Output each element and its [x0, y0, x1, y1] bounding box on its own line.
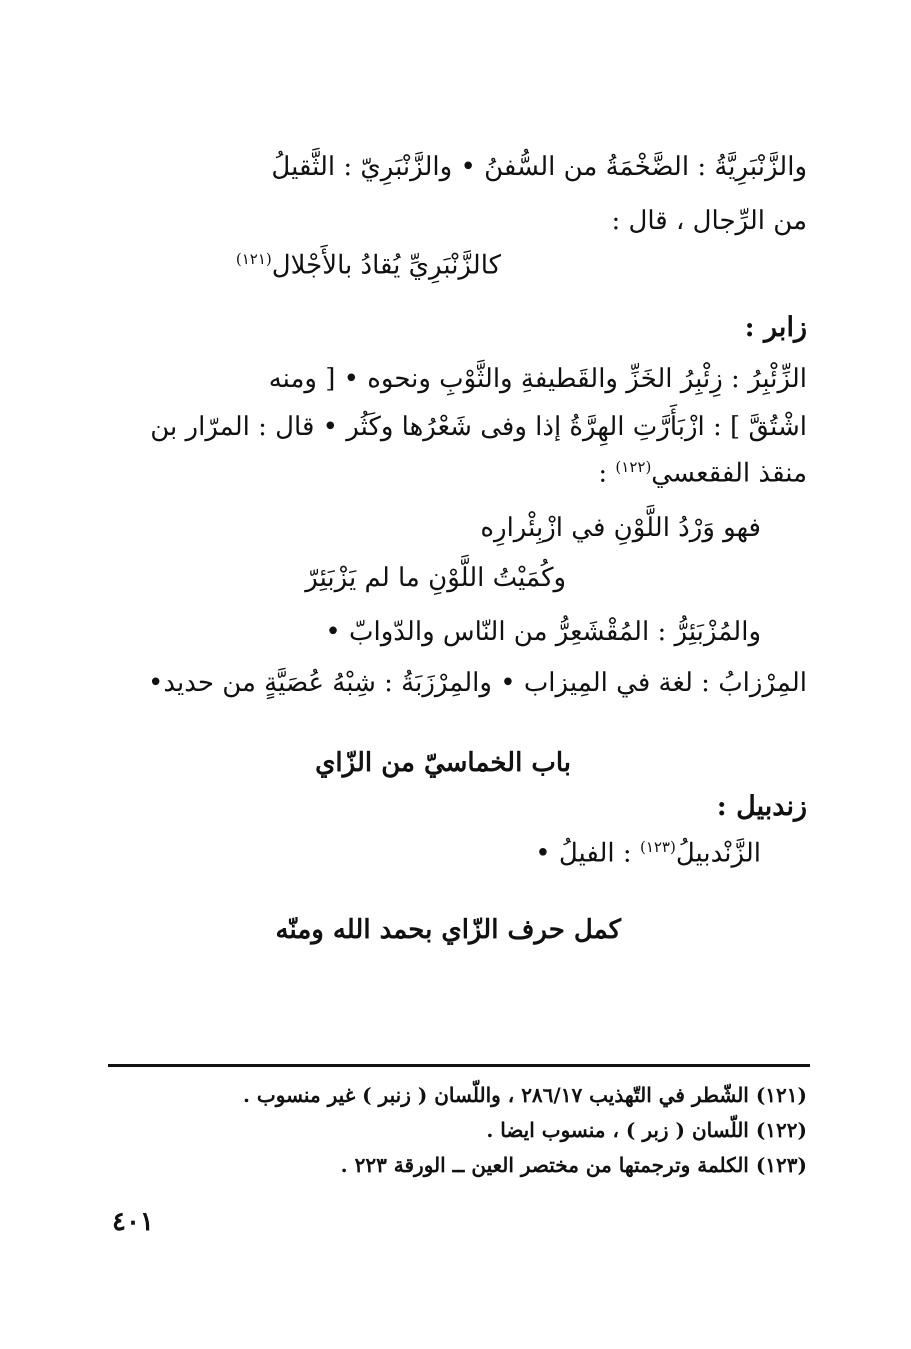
entry-heading-zandabil: زندبيل : — [716, 791, 807, 822]
closing-line: كمل حرف الزّاي بحمد الله ومنّه — [275, 915, 621, 945]
verse-text: كالزَّنْبَرِيِّ يُقادُ بالأَجْلال — [271, 250, 501, 281]
body-line-1: والزَّنْبَرِيَّةُ : الضَّخْمَةُ من السُّفنُ • والزَّنْبَرِيّ : الثَّقيلُ — [271, 152, 807, 182]
entry-heading-zabr: زابر : — [744, 312, 807, 343]
footnote-ref: (١٢٢) — [615, 458, 652, 476]
page-number: ٤٠١ — [112, 1207, 154, 1237]
footnote-123: (١٢٣) الكلمة وترجمتها من مختصر العين ــ الورقة ٢٢٣ . — [340, 1153, 807, 1177]
headword: الزَّنْدبيلُ — [675, 838, 761, 869]
body-line-7: المِرْزابُ : لغة في المِيزاب • والمِرْزَبَةُ : شِبْهُ عُصَيَّةٍ من حديد• — [147, 668, 807, 698]
verse-line-2a: فهو وَرْدُ اللَّوْنِ في ازْبِئْرارِه — [480, 513, 761, 543]
line-colon: : — [598, 458, 608, 489]
body-line-3: الزِّئْبِرُ : زِئْبِرُ الخَزِّ والقَطيفةِ والثَّوْبِ ونحوه • [ ومنه — [268, 364, 807, 394]
footnote-122: (١٢٢) اللّسان ( زبر ) ، منسوب ايضا . — [486, 1118, 807, 1142]
footnote-121: (١٢١) الشّطر في التّهذيب ٢٨٦/١٧ ، واللّسان ( زنبر ) غير منسوب . — [243, 1083, 807, 1107]
footnote-separator — [108, 1064, 810, 1067]
body-line-8 — [535, 838, 761, 870]
body-line-6: والمُزْبَئِرُّ : المُقْشَعِرُّ من النّاس والدّوابّ • — [325, 617, 761, 647]
definition: : الفيلُ • — [535, 838, 632, 869]
poet-name: منقذ الفقعسي — [651, 458, 807, 489]
verse-line-2b: وكُمَيْتُ اللَّوْنِ ما لم يَزْبَئِرّ — [305, 563, 566, 593]
verse-line-1 — [236, 250, 501, 282]
body-line-2: من الرِّجال ، قال : — [611, 206, 807, 236]
body-line-5 — [598, 458, 807, 490]
footnote-ref: (١٢٣) — [639, 838, 676, 856]
body-line-4: اشْتُقَّ ] : ازْبَأَرَّتِ الهِرَّةُ إذا وفى شَعْرُها وكَثُر • قال : المرّار بن — [150, 412, 807, 442]
footnote-ref: (١٢١) — [235, 250, 272, 268]
section-title: باب الخماسيّ من الزّاي — [315, 748, 571, 778]
